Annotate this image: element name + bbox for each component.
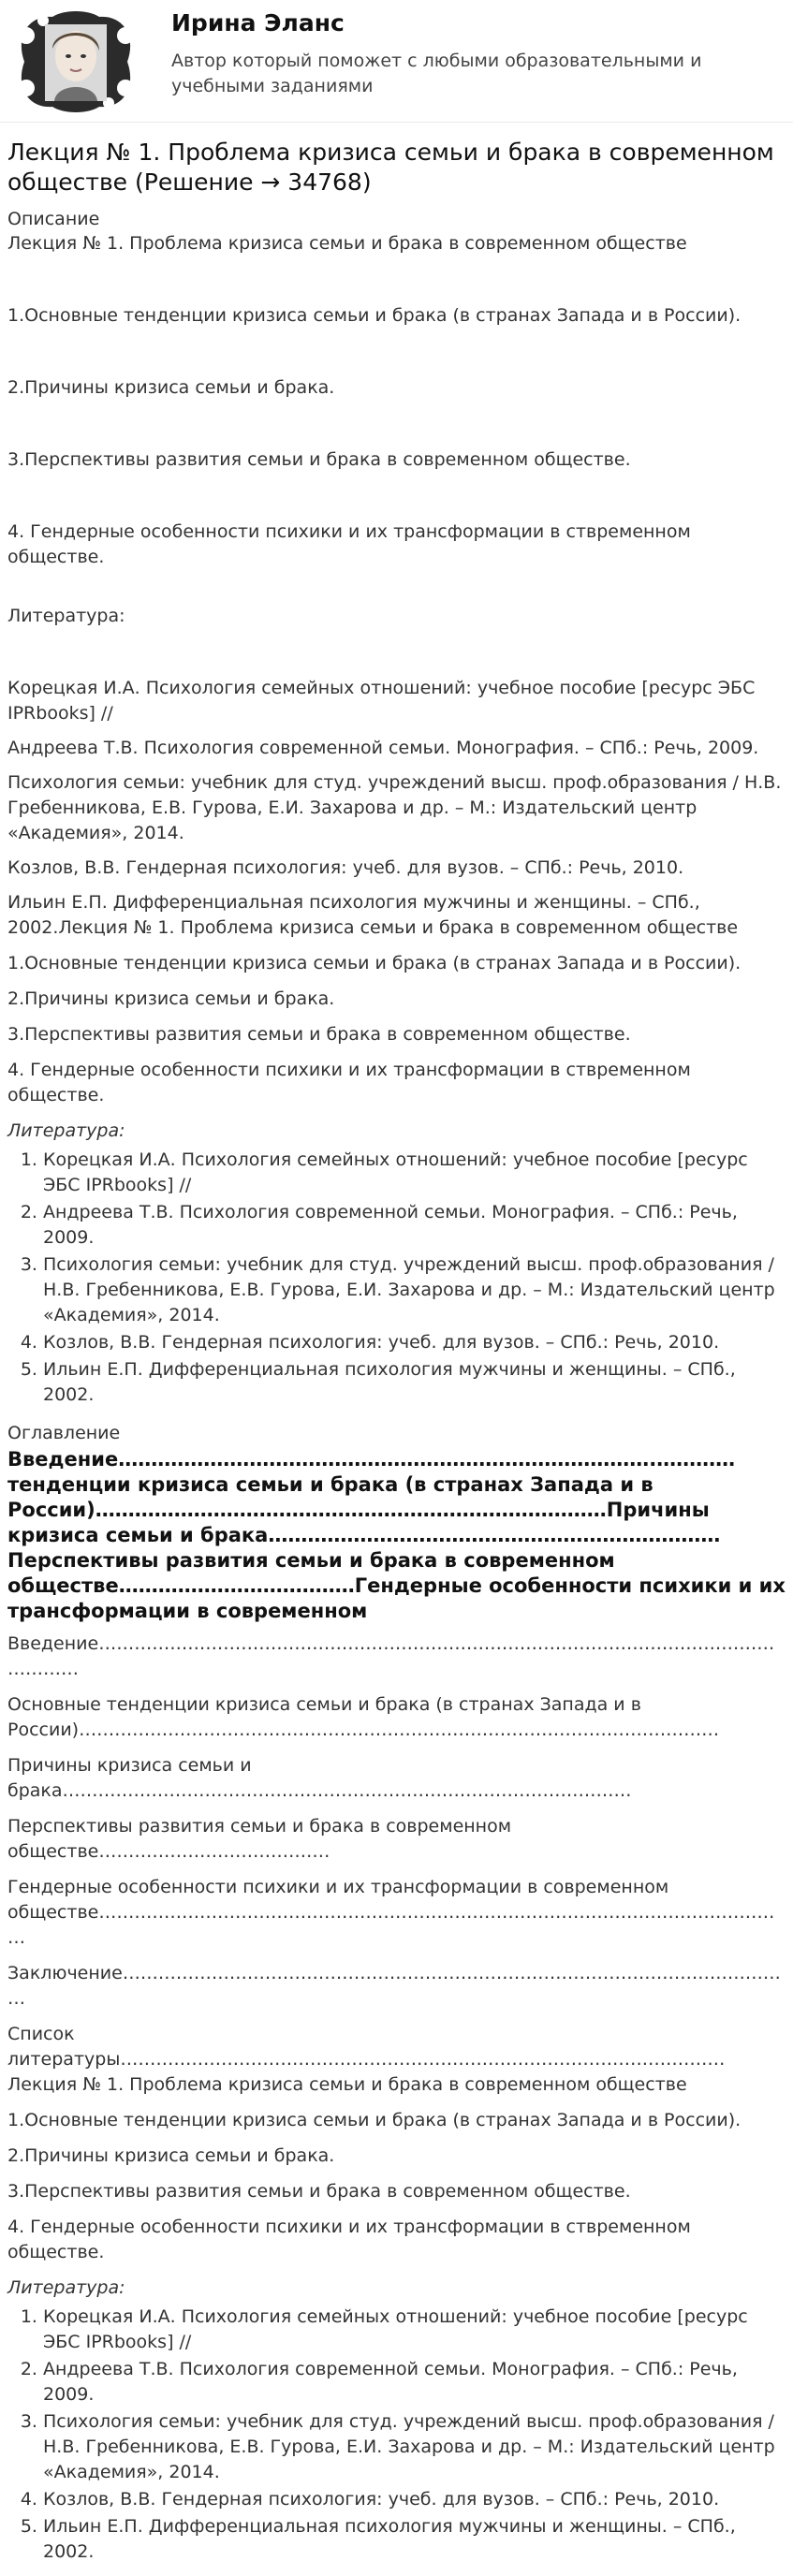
- document-title: Лекция № 1. Проблема кризиса семьи и брака в современном обществе (Решение → 34768): [7, 139, 774, 196]
- toc-bold-text: Введение……………………………………………………………………….…………тенденции кризиса семьи и брака (в странах Запада и в России)……………………………………………………………………Причины кризиса семьи и брака……………………………………………………………Перспективы развития семьи и брака в современном обществе………………………………Гендерные особенности психики и их трансформации в современном: [7, 1448, 786, 1622]
- literature-item: 5. Ильин Е.П. Дифференциальная психология мужчины и женщины. – СПб., 2002.: [43, 2514, 786, 2565]
- author-avatar[interactable]: [6, 7, 146, 116]
- literature-item: 1. Корецкая И.А. Психология семейных отношений: учебное пособие [ресурс ЭБС IPRbooks] //: [43, 2305, 786, 2355]
- description-line: Козлов, В.В. Гендерная психология: учеб. для вузов. – СПб.: Речь, 2010.: [7, 857, 684, 878]
- plan-item: 2.Причины кризиса семьи и брака.: [7, 988, 335, 1009]
- literature-list: [7, 2305, 786, 2565]
- literature-item: 5. Ильин Е.П. Дифференциальная психология мужчины и женщины. – СПб., 2002.: [43, 1357, 786, 1408]
- literature-heading: Литература:: [7, 1120, 125, 1141]
- toc-entry: Основные тенденции кризиса семьи и брака (в странах Запада и в России)………………………………………………………………………………………………: [7, 1694, 720, 1740]
- toc-entry: Причины кризиса семьи и брака……………………………………………………………………………………: [7, 1755, 632, 1801]
- plan-item: 1.Основные тенденции кризиса семьи и брака (в странах Запада и в России).: [7, 953, 742, 973]
- literature-item: 1. Корецкая И.А. Психология семейных отношений: учебное пособие [ресурс ЭБС IPRbooks] //: [43, 1148, 786, 1198]
- toc-entry: Гендерные особенности психики и их трансформации в современном обществе………………………………………………………………………………………………………: [7, 1877, 775, 1948]
- plan-item: 2.Причины кризиса семьи и брака.: [7, 2145, 335, 2166]
- lecture-plan-block: [7, 951, 786, 1408]
- author-name[interactable]: Ирина Эланс: [171, 9, 345, 37]
- literature-heading: Литература:: [7, 2277, 125, 2298]
- description-line: 1.Основные тенденции кризиса семьи и брака (в странах Запада и в России).: [7, 305, 742, 326]
- plan-item: 3.Перспективы развития семьи и брака в современном обществе.: [7, 1024, 631, 1045]
- description-line: Психология семьи: учебник для студ. учреждений высш. проф.образования / Н.В. Гребенникова, Е.В. Гурова, Е.И. Захарова и др. – М.: Издательский центр «Академия», 2014.: [7, 772, 782, 843]
- description-text: [7, 231, 786, 941]
- literature-item: 2. Андреева Т.В. Психология современной семьи. Монография. – СПб.: Речь, 2009.: [43, 1200, 786, 1251]
- toc-entry: Введение………………………………………………………………………………………………………………: [7, 1633, 775, 1679]
- literature-item: 4. Козлов, В.В. Гендерная психология: учеб. для вузов. – СПб.: Речь, 2010.: [43, 2487, 786, 2512]
- description-label: Описание: [7, 209, 100, 229]
- author-card: [0, 0, 793, 123]
- plan-item: 4. Гендерные особенности психики и их трансформации в ствременном обществе.: [7, 2217, 691, 2262]
- description-line: 3.Перспективы развития семьи и брака в современном обществе.: [7, 449, 631, 470]
- literature-item: 3. Психология семьи: учебник для студ. учреждений высш. проф.образования / Н.В. Гребенникова, Е.В. Гурова, Е.И. Захарова и др. – М.: Издательский центр «Академия», 2014.: [43, 2409, 786, 2485]
- description-line: Лекция № 1. Проблема кризиса семьи и брака в современном обществе: [7, 233, 687, 254]
- plan-item: 1.Основные тенденции кризиса семьи и брака (в странах Запада и в России).: [7, 2110, 742, 2130]
- toc-entry: Заключение……………………………………………………………………………………………………: [7, 1963, 781, 2009]
- literature-item: 4. Козлов, В.В. Гендерная психология: учеб. для вузов. – СПб.: Речь, 2010.: [43, 1330, 786, 1355]
- description-line: 2.Причины кризиса семьи и брака.: [7, 377, 335, 398]
- literature-item: 3. Психология семьи: учебник для студ. учреждений высш. проф.образования / Н.В. Гребенникова, Е.В. Гурова, Е.И. Захарова и др. – М.: Издательский центр «Академия», 2014.: [43, 1252, 786, 1328]
- document-content: [0, 138, 793, 2565]
- toc-entry: Список литературы…………………………………………………………………………………………Лекция № 1. Проблема кризиса семьи и брака в современном обществе: [7, 2024, 726, 2095]
- description-line: Андреева Т.В. Психология современной семьи. Монография. – СПб.: Речь, 2009.: [7, 738, 759, 758]
- toc-entry: Перспективы развития семьи и брака в современном обществе…………………………………: [7, 1816, 512, 1862]
- description-line: 4. Гендерные особенности психики и их трансформации в ствременном обществе.: [7, 521, 691, 567]
- literature-list: [7, 1148, 786, 1408]
- description-line: Литература:: [7, 606, 125, 626]
- literature-item: 2. Андреева Т.В. Психология современной семьи. Монография. – СПб.: Речь, 2009.: [43, 2357, 786, 2408]
- author-description: Автор который поможет с любыми образовательными и учебными заданиями: [171, 51, 702, 96]
- description-line: Корецкая И.А. Психология семейных отношений: учебное пособие [ресурс ЭБС IPRbooks] //: [7, 678, 756, 724]
- description-line: Ильин Е.П. Дифференциальная психология мужчины и женщины. – СПб., 2002.Лекция № 1. Проблема кризиса семьи и брака в современном обществе: [7, 892, 739, 938]
- toc-heading: Оглавление: [7, 1423, 121, 1443]
- avatar-film-reel-image: [6, 7, 146, 116]
- plan-item: 4. Гендерные особенности психики и их трансформации в ствременном обществе.: [7, 1060, 691, 1105]
- table-of-contents: [7, 1421, 786, 2098]
- lecture-plan-block: [7, 2108, 786, 2565]
- plan-item: 3.Перспективы развития семьи и брака в современном обществе.: [7, 2181, 631, 2202]
